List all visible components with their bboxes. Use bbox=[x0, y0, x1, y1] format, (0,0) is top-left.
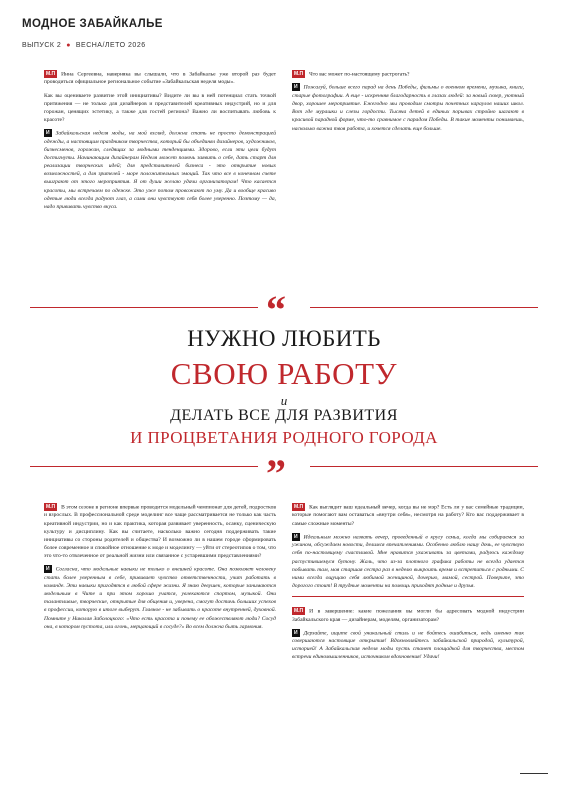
pullquote-rule-top-left bbox=[30, 307, 258, 308]
pullquote-rule-top-right bbox=[310, 307, 538, 308]
question-paragraph bbox=[44, 503, 276, 560]
answer-paragraph bbox=[44, 129, 276, 211]
question-text: Как выглядит ваш идеальный вечер, когда вы не мэр? Есть ли у вас семейные традиции, которые помогают вам оставаться «внутри себя», несмотря на работу? Кто вас поддерживает в самые сложные моменты? bbox=[292, 504, 524, 527]
close-quote-icon: ” bbox=[266, 451, 286, 496]
answer-text: Дерзайте, ищите свой уникальный стиль и не бойтесь ошибиться, ведь именно так совершаются настоящие открытия! Вдохновляйтесь забайкальской природой, культурой, историей! А Забайкальская неделя моды пусть станет площадкой для творчества, местом встречи единомышленников, источником вдохновения! Удачи! bbox=[292, 630, 524, 661]
interviewee-tag: И bbox=[46, 130, 50, 137]
interviewer-tag: М.П bbox=[294, 504, 304, 510]
issue-season: ВЕСНА/ЛЕТО 2026 bbox=[75, 42, 146, 49]
answer-text: Пожалуй, больше всего парад на день Победы, фильмы о военном времени, музыка, книги, старые фотографии. А еще - искренняя благодарность в глазах людей: за новый сквер, уютный двор, хорошее мероприятие. Ежегодно мы проводим смотры почетных караулов наших школ. Вот где мурашки и слезы гордости. Тысяча детей в единых порывах стройно шагают в красивой парадной форме, что-то сравнимое с парадом Победы. В такие моменты понимаешь, насколько важна твоя работа, и хочется сделать еще больше. bbox=[292, 84, 524, 132]
question-paragraph bbox=[44, 70, 276, 87]
issue-line bbox=[22, 42, 546, 49]
answer-text: Забайкальская неделя моды, на мой взгляд, должна стать не просто демонстрацией одежды, а настоящим праздником творчества, который бы объединял дизайнеров, художников, бизнесменов, горожан, следящих за модными тенденциями. Здорово, если эти цели будут достигнуты. Начинающим дизайнерам Неделя может помочь заявить о себе, дать старт для реализации творческих идей; для представителей бизнеса - это открытие новых возможностей, а для зрителей - море положительных эмоций. Так что все в конечном счете выиграют от этого мероприятия. Я от души желаю удачи организаторам! Что касается красоты, мы встречаем по одежке. Это уже потом провожают по уму. Да и вообще красиво одетые люди всегда радуют глаз, а сами они чувствуют себя более уверенно. Поэтому — да, надо прививать чувство вкуса. bbox=[44, 130, 276, 210]
question-text: Что вас может по-настоящему растрогать? bbox=[309, 71, 410, 78]
open-quote-icon: “ bbox=[266, 287, 286, 332]
answer-text: Идеальным можно назвать вечер, проведенный в кругу семьи, когда мы собираемся за ужином, обсуждаем новости, делимся впечатлениями. Особенно люблю нашу дочь, ее чувствую себя по-настоящему счастливой. Мне нравится ухаживать за цветами, радуюсь каждому распустившемуся бутону. Жаль, что из-за плотного графика работы не всегда удается побывать там, моя старшая сестра раз в неделю выкроить время и встретиться с родными. С ними всегда ощущаю себя любимой женщиной, дочерью, мамой, сестрой. Поверьте, это дорогого стоит! В трудные моменты на помощь приходят родные и друзья. bbox=[292, 534, 524, 589]
answer-paragraph bbox=[292, 533, 524, 590]
answer-text: Согласна, что модельные навыки не только о внешней красоте. Она позволяет человеку стать более уверенным в себе, прививает чувство ответственности, учит работать в команде. Эти навыки пригодятся в любой сфере жизни. Я знаю девушек, которые занимаются модельным в Чите и при этом хорошо учатся, увлекаются спортом, музыкой. Они талантливые, творческие, открытые для общения и, уверена, смогут достичь больших успехов в профессии, которую в итоге выберут. Главное - не забывать о красоте внутренней, духовной. Помните у Николая Заболоцкого: «Что есть красота и почему ее обожествляют люди? Сосуд она, в котором пустота, или огонь, мерцающий в сосуде?» Во всем должна быть гармония. bbox=[44, 566, 276, 630]
interviewer-tag: М.П bbox=[46, 504, 56, 510]
question-paragraph bbox=[292, 503, 524, 528]
issue-number: ВЫПУСК 2 bbox=[22, 42, 62, 49]
interviewer-tag: М.П bbox=[46, 71, 56, 77]
pullquote-line-2: СВОЮ РАБОТУ bbox=[170, 356, 398, 391]
question-text: Инна Сергеевна, наверняка вы слышали, что в Забайкалье уже второй раз будет проводиться официальное региональное событие «Забайкальская неделя моды». bbox=[44, 71, 276, 86]
column-bottom-right bbox=[292, 503, 524, 667]
pullquote-rule-bottom-right bbox=[310, 466, 538, 467]
question-paragraph bbox=[44, 92, 276, 125]
answer-paragraph bbox=[292, 83, 524, 132]
interviewer-tag: М.П bbox=[294, 71, 304, 77]
page-header bbox=[22, 18, 546, 49]
bullet-icon: ● bbox=[63, 42, 74, 49]
column-bottom-left bbox=[44, 503, 276, 636]
pullquote-rule-bottom-left bbox=[30, 466, 258, 467]
interviewee-tag: И bbox=[294, 84, 298, 91]
page-footer-rule bbox=[520, 773, 548, 774]
pullquote-line-3: и bbox=[280, 393, 288, 408]
interviewer-tag: М.П bbox=[294, 608, 304, 615]
question-paragraph bbox=[292, 607, 524, 624]
answer-paragraph bbox=[44, 565, 276, 631]
pullquote-line-1: НУЖНО ЛЮБИТЬ bbox=[187, 326, 381, 351]
question-text: И в завершение: какие пожелания вы могли бы адресовать модной индустрии Забайкальского края — дизайнерам, моделям, организаторам? bbox=[292, 608, 524, 623]
interviewee-tag: И bbox=[46, 566, 50, 573]
question-text: В этом сезоне в регионе впервые проводится модельный чемпионат для детей, подростков и взрослых. В профессиональной среде моделинг все чаще рассматривается не только как часть креативной индустрии, но и как практика, которая развивает уверенность, осанку, сценическую культуру и дисциплину. Как вы считаете, насколько важно сегодня поддерживать такие инициативы со стороны родителей и общества? И возможно ли в нашем городе сформировать более современное и спокойное отношение к моде и моделингу — уйти от стереотипов о том, что это что-то отвлеченное от реальной жизни или связанное с устаревшими представлениями? bbox=[44, 504, 276, 560]
question-paragraph bbox=[292, 70, 524, 78]
magazine-title: МОДНОЕ ЗАБАЙКАЛЬЕ bbox=[22, 18, 163, 30]
pullquote-line-4: ДЕЛАТЬ ВСЕ ДЛЯ РАЗВИТИЯ bbox=[170, 407, 398, 424]
column-top-left bbox=[44, 70, 276, 216]
interviewee-tag: И bbox=[294, 629, 298, 636]
pullquote-line-5: И ПРОЦВЕТАНИЯ РОДНОГО ГОРОДА bbox=[130, 428, 438, 447]
interviewee-tag: И bbox=[294, 533, 298, 540]
section-divider bbox=[292, 596, 524, 597]
question-text: Как вы оцениваете развитие этой инициативы? Видите ли вы в ней потенциал стать точкой притяжения — не только для дизайнеров и представителей креативных индустрий, но и для горожан, ценящих эстетику, а также для гостей региона? Важно ли воспитывать любовь к красоте? bbox=[44, 92, 276, 124]
answer-paragraph bbox=[292, 629, 524, 662]
column-top-right bbox=[292, 70, 524, 138]
